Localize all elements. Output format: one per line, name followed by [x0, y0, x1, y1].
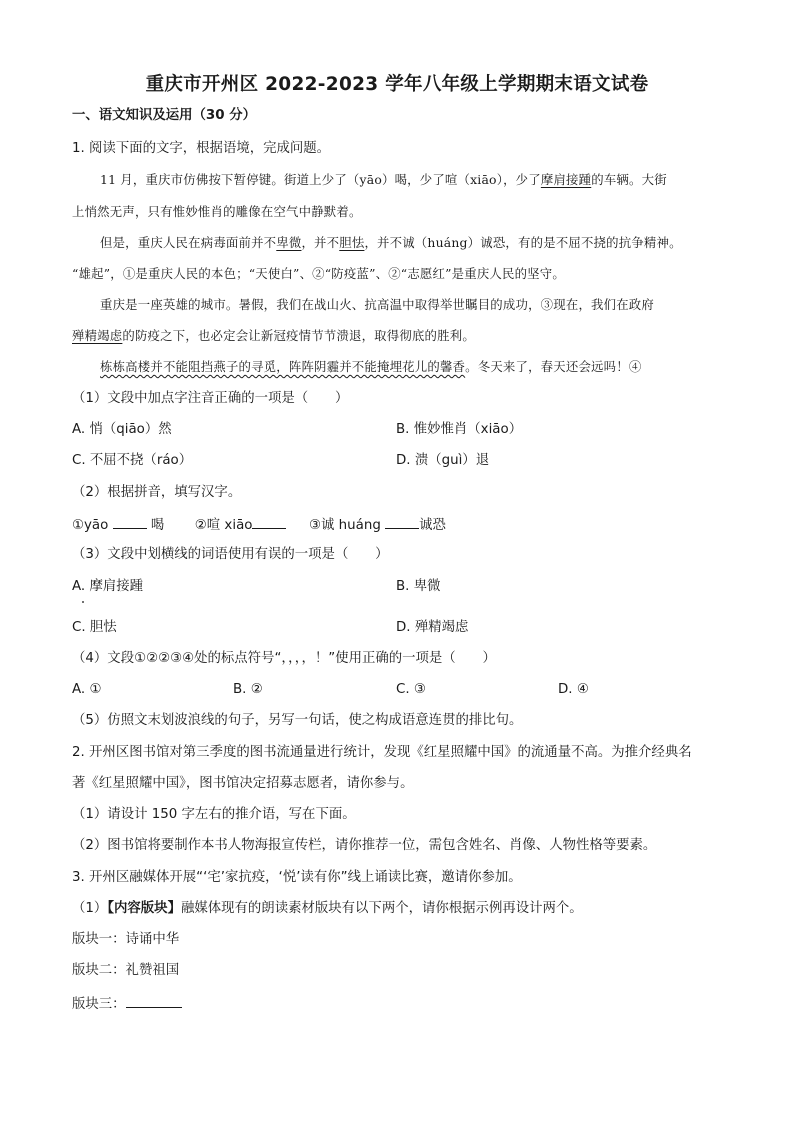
option-a: A. ① — [72, 682, 102, 697]
option-d: D. 殚精竭虑 — [396, 620, 469, 635]
passage-text: 的防疫之下，也必定会让新冠疫情节节溃退，取得彻底的胜利。 — [122, 328, 475, 343]
option-b: B. ② — [233, 682, 263, 697]
question-1-stem: 1. 阅读下面的文字，根据语境，完成问题。 — [72, 141, 331, 156]
bold-heading: 【内容版块】 — [107, 901, 181, 916]
underlined-word: 摩肩接踵 — [540, 172, 592, 187]
option-a: A. 悄（qiāo）然 — [72, 422, 172, 437]
option-b: B. 卑微 — [396, 579, 441, 594]
option-d: D. ④ — [558, 682, 589, 697]
passage-paragraph-3: 重庆是一座英雄的城市。暑假，我们在战山火、抗高温中取得举世瞩目的成功，③现在，我们在政府 — [100, 297, 654, 312]
passage-text: 的车辆。大街 — [591, 172, 667, 187]
pinyin-item: ③诚 huáng — [309, 518, 381, 533]
question-2-sub-2: （2）图书馆将要制作本书人物海报宣传栏，请你推荐一位，需包含姓名、肖像、人物性格等要素。 — [72, 838, 657, 853]
wavy-underlined-sentence: 栋栋高楼并不能阻挡燕子的寻觅，阵阵阴霾并不能掩埋花儿的馨香 — [100, 359, 466, 374]
answer-blank[interactable] — [252, 514, 286, 529]
section-heading: 一、语文知识及运用（30 分） — [72, 108, 256, 123]
passage-paragraph-2-cont: “雄起”，①是重庆人民的本色；“天使白”、②“防疫蓝”、②“志愿红”是重庆人民的坚守。 — [72, 266, 565, 281]
stray-dot — [82, 601, 84, 603]
instruction-text: 融媒体现有的朗读素材版块有以下两个，请你根据示例再设计两个。 — [180, 901, 583, 916]
question-2-sub-1: （1）请设计 150 字左右的推介语，写在下面。 — [72, 807, 356, 822]
block-three — [72, 993, 182, 1015]
passage-paragraph-3-cont — [72, 326, 475, 346]
pinyin-fill-row — [72, 514, 446, 536]
passage-text: ，并不诚（huáng）诚恐，有的是不屈不挠的抗争精神。 — [364, 235, 682, 250]
block-label: 版块三： — [72, 997, 126, 1012]
underlined-word: 殚精竭虑 — [72, 328, 123, 343]
option-c: C. 胆怯 — [72, 620, 117, 635]
pinyin-item: 喝 — [150, 518, 165, 533]
passage-text: 11 月，重庆市仿佛按下暂停键。街道上少了（yāo）喝，少了喧（xiāo），少了 — [100, 172, 541, 187]
passage-text: 但是，重庆人民在病毒面前并不 — [100, 235, 277, 250]
sub-number: （1） — [72, 901, 108, 916]
question-3-stem: 3. 开州区融媒体开展“‘宅’家抗疫，‘悦’读有你”线上诵读比赛，邀请你参加。 — [72, 870, 522, 885]
answer-blank[interactable] — [113, 514, 147, 529]
block-two: 版块二：礼赞祖国 — [72, 963, 180, 978]
question-2-stem-cont: 著《红星照耀中国》，图书馆决定招募志愿者，请你参与。 — [72, 776, 414, 791]
sub-question-5: （5）仿照文末划波浪线的句子，另写一句话，使之构成语意连贯的排比句。 — [72, 713, 523, 728]
exam-title: 重庆市开州区 2022-2023 学年八年级上学期期末语文试卷 — [145, 74, 649, 95]
passage-paragraph-1 — [100, 170, 667, 190]
underlined-word: 卑微 — [276, 235, 302, 250]
question-2-stem: 2. 开州区图书馆对第三季度的图书流通量进行统计，发现《红星照耀中国》的流通量不高。为推介经典名 — [72, 745, 692, 760]
answer-blank[interactable] — [126, 993, 182, 1008]
underlined-word: 胆怯 — [339, 235, 365, 250]
option-b: B. 惟妙惟肖（xiāo） — [396, 422, 523, 437]
option-a: A. 摩肩接踵 — [72, 579, 143, 594]
option-c: C. ③ — [396, 682, 426, 697]
sub-question-4: （4）文段①②②③④处的标点符号“，，，，！”使用正确的一项是（ ） — [72, 651, 496, 666]
sub-question-2: （2）根据拼音，填写汉字。 — [72, 485, 242, 500]
answer-blank[interactable] — [385, 514, 419, 529]
sub-question-3: （3）文段中划横线的词语使用有误的一项是（ ） — [72, 547, 389, 562]
pinyin-item: ②喧 xiāo — [194, 518, 253, 533]
option-d: D. 溃（guì）退 — [396, 453, 490, 468]
passage-text: 。冬天来了，春天还会远吗！④ — [465, 359, 642, 374]
passage-paragraph-1-cont: 上悄然无声，只有惟妙惟肖的雕像在空气中静默着。 — [72, 204, 362, 219]
sub-question-1: （1）文段中加点字注音正确的一项是（ ） — [72, 391, 349, 406]
passage-paragraph-2 — [100, 233, 682, 253]
block-one: 版块一：诗诵中华 — [72, 932, 180, 947]
option-c: C. 不屈不挠（ráo） — [72, 453, 193, 468]
pinyin-item: ①yāo — [72, 518, 109, 533]
pinyin-item: 诚恐 — [419, 518, 446, 533]
question-3-sub-1 — [72, 899, 583, 919]
passage-paragraph-4 — [100, 357, 641, 377]
passage-text: ，并不 — [301, 235, 340, 250]
